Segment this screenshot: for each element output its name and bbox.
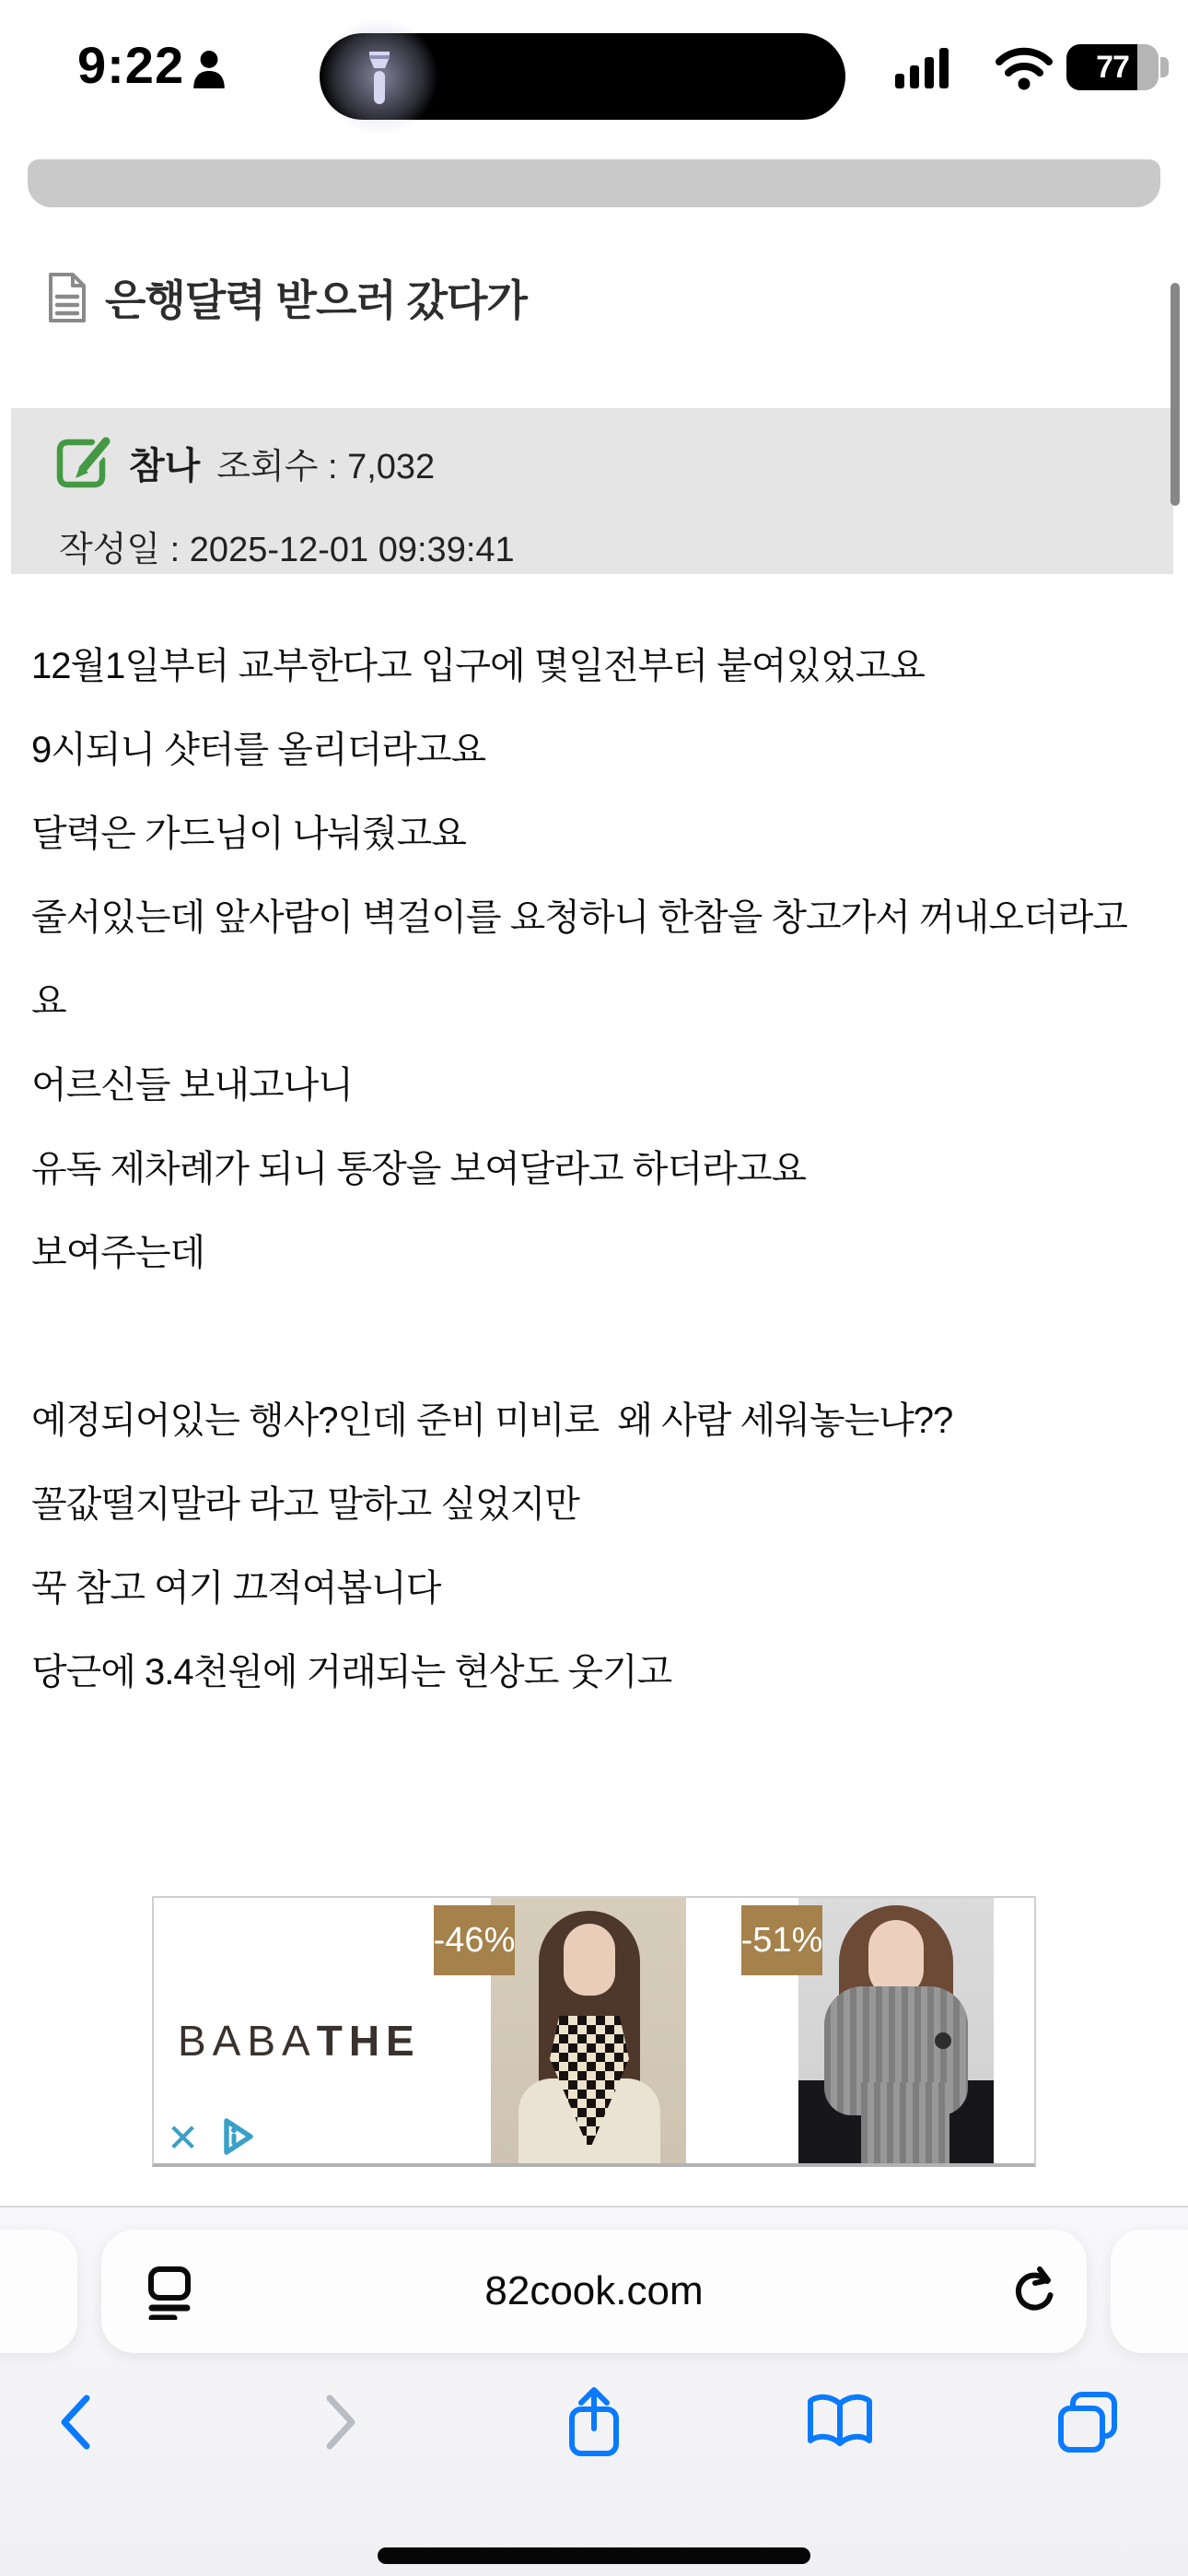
- knit-snood: [861, 2082, 949, 2163]
- body-line: 줄서있는데 앞사람이 벽걸이를 요청하니 한참을 창고가서 꺼내오더라고: [31, 897, 1127, 938]
- signal-strength-icon: [895, 48, 980, 88]
- status-time: 9:22: [77, 36, 185, 94]
- discount-badge: -46%: [434, 1905, 515, 1975]
- body-line: 어르신들 보내고나니: [31, 1065, 353, 1106]
- ad-product-image-snood[interactable]: [798, 1898, 994, 2163]
- dynamic-island[interactable]: [320, 33, 845, 120]
- body-line: 유독 제차례가 되니 통장을 보여달라고 하더라고요: [31, 1149, 807, 1189]
- previous-tab-fragment[interactable]: [0, 2230, 77, 2353]
- home-indicator[interactable]: [378, 2547, 810, 2564]
- person-icon: [192, 50, 227, 90]
- post-date: 작성일 : 2025-12-01 09:39:41: [59, 531, 515, 569]
- next-tab-fragment[interactable]: [1111, 2230, 1188, 2353]
- body-line: [31, 1292, 1182, 1376]
- back-button[interactable]: [55, 2393, 96, 2452]
- edit-icon: [52, 432, 112, 493]
- document-icon: [44, 270, 90, 325]
- body-line: 12월1일부터 교부한다고 입구에 몇일전부터 붙여있었고요: [31, 646, 925, 686]
- discount-badge: -51%: [741, 1905, 822, 1975]
- ad-banner[interactable]: [152, 1896, 1036, 2167]
- post-meta-box: [11, 408, 1173, 574]
- reload-icon[interactable]: [1011, 2266, 1055, 2316]
- adchoices-icon[interactable]: [215, 2113, 257, 2160]
- body-line: 예정되어있는 행사?인데 준비 미비로 왜 사람 세워놓는냐??: [31, 1400, 953, 1441]
- author-name[interactable]: 참나: [129, 445, 201, 486]
- body-line: 꼴값떨지말라 라고 말하고 싶었지만: [31, 1484, 579, 1525]
- battery-icon: [1066, 44, 1159, 90]
- flashlight-icon: [366, 48, 393, 107]
- body-line: 꾹 참고 여기 끄적여봅니다: [31, 1568, 441, 1609]
- battery-percent: 77: [1096, 49, 1129, 85]
- ad-close-button[interactable]: ✕: [167, 2116, 200, 2160]
- collapsed-banner: [28, 159, 1160, 207]
- tabs-icon[interactable]: [1054, 2389, 1121, 2455]
- bookmarks-icon[interactable]: [805, 2391, 875, 2455]
- post-header: [44, 267, 527, 328]
- body-line: 달력은 가드님이 나눠줬고요: [31, 814, 466, 854]
- view-count: 조회수 : 7,032: [216, 447, 436, 486]
- wifi-icon: [995, 46, 1054, 90]
- body-line: 요: [31, 981, 66, 1022]
- forward-button[interactable]: [320, 2393, 361, 2452]
- body-line: 9시되니 샷터를 올리더라고요: [31, 730, 486, 770]
- browser-toolbar: [0, 2206, 1188, 2576]
- body-line: 보여주는데: [31, 1233, 205, 1273]
- post-body: [31, 621, 1182, 1711]
- body-line: 당근에 3.4천원에 거래되는 현상도 웃기고: [31, 1652, 672, 1692]
- address-bar[interactable]: [101, 2230, 1087, 2353]
- ad-product-image-scarf[interactable]: [491, 1898, 686, 2163]
- ad-brand-logo[interactable]: BABATHE: [178, 2017, 421, 2065]
- page-scrollbar[interactable]: [1171, 283, 1180, 506]
- battery-nub: [1160, 57, 1169, 77]
- page-title: 은행달력 받으러 갔다가: [105, 276, 527, 324]
- snood-button: [935, 2032, 951, 2049]
- model-face: [564, 1924, 615, 1996]
- share-icon[interactable]: [565, 2384, 623, 2460]
- url-label[interactable]: 82cook.com: [484, 2268, 704, 2313]
